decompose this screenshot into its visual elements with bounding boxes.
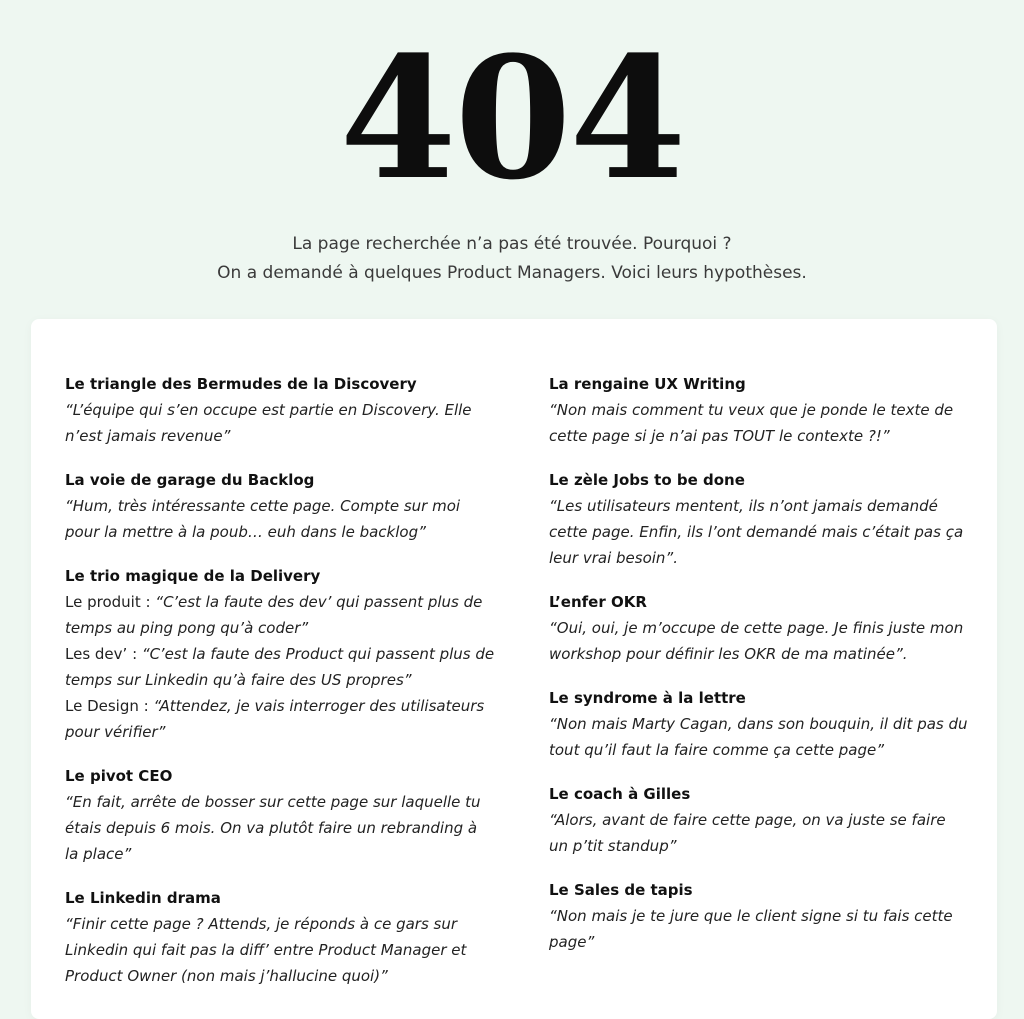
right-column — [549, 371, 969, 973]
hypothesis-quote: “En fait, arrête de bosser sur cette page sur laquelle tu étais depuis 6 mois. On va plutôt faire un rebranding à la place” — [65, 793, 481, 863]
dialogue-line — [65, 641, 495, 693]
subtitle — [0, 230, 1024, 288]
hypothesis-quote: “Oui, oui, je m’occupe de cette page. Je finis juste mon workshop pour définir les OKR de ma matinée”. — [549, 619, 964, 663]
hypothesis-title: La voie de garage du Backlog — [65, 471, 315, 489]
hypothesis-title: Le triangle des Bermudes de la Discovery — [65, 375, 417, 393]
hypotheses-card — [31, 319, 997, 1019]
hypothesis-quote: “Finir cette page ? Attends, je réponds à ce gars sur Linkedin qui fait pas la diff’ entre Product Manager et Product Owner (non mais j’hallucine quoi)” — [65, 915, 467, 985]
hypothesis-item — [549, 371, 969, 449]
hypothesis-quote: “Non mais Marty Cagan, dans son bouquin, il dit pas du tout qu’il faut la faire comme ça cette page” — [549, 715, 968, 759]
hypothesis-title: Le trio magique de la Delivery — [65, 567, 321, 585]
subtitle-line-2: On a demandé à quelques Product Managers. Voici leurs hypothèses. — [217, 263, 807, 283]
hypothesis-item — [65, 763, 495, 867]
speaker-label: Le produit : — [65, 593, 156, 611]
hypothesis-title: L’enfer OKR — [549, 593, 647, 611]
dialogue-line — [65, 589, 495, 641]
hypothesis-quote: “Non mais comment tu veux que je ponde le texte de cette page si je n’ai pas TOUT le contexte ?!” — [549, 401, 954, 445]
hypothesis-title: Le pivot CEO — [65, 767, 173, 785]
dialogue-line — [65, 693, 495, 745]
hypothesis-item — [549, 781, 969, 859]
hypothesis-quote: “Non mais je te jure que le client signe si tu fais cette page” — [549, 907, 953, 951]
hypothesis-item — [549, 685, 969, 763]
hypothesis-item — [65, 563, 495, 745]
hypothesis-item — [65, 467, 495, 545]
hypothesis-item — [549, 589, 969, 667]
hypothesis-quote: “Les utilisateurs mentent, ils n’ont jamais demandé cette page. Enfin, ils l’ont demandé mais c’était pas ça leur vrai besoin”. — [549, 497, 964, 567]
hypothesis-title: Le Sales de tapis — [549, 881, 693, 899]
speaker-quote: “C’est la faute des dev’ qui passent plus de temps au ping pong qu’à coder” — [65, 593, 483, 637]
hypothesis-title: La rengaine UX Writing — [549, 375, 746, 393]
hypothesis-title: Le Linkedin drama — [65, 889, 221, 907]
error-code: 404 — [339, 19, 685, 217]
speaker-quote: “C’est la faute des Product qui passent plus de temps sur Linkedin qu’à faire des US propres” — [65, 645, 495, 689]
hypothesis-title: Le zèle Jobs to be done — [549, 471, 745, 489]
hypothesis-quote: “L’équipe qui s’en occupe est partie en Discovery. Elle n’est jamais revenue” — [65, 401, 472, 445]
speaker-label: Les dev’ : — [65, 645, 142, 663]
hypothesis-title: Le syndrome à la lettre — [549, 689, 746, 707]
hypothesis-item — [549, 877, 969, 955]
speaker-label: Le Design : — [65, 697, 154, 715]
speaker-quote: “Attendez, je vais interroger des utilisateurs pour vérifier” — [65, 697, 485, 741]
hypothesis-item — [65, 885, 495, 989]
hypothesis-item — [549, 467, 969, 571]
hypothesis-quote: “Alors, avant de faire cette page, on va juste se faire un p’tit standup” — [549, 811, 946, 855]
hypothesis-item — [65, 371, 495, 449]
hypothesis-quote: “Hum, très intéressante cette page. Compte sur moi pour la mettre à la poub… euh dans le backlog” — [65, 497, 461, 541]
left-column — [65, 371, 495, 1007]
subtitle-line-1: La page recherchée n’a pas été trouvée. Pourquoi ? — [292, 234, 732, 254]
hypothesis-title: Le coach à Gilles — [549, 785, 691, 803]
